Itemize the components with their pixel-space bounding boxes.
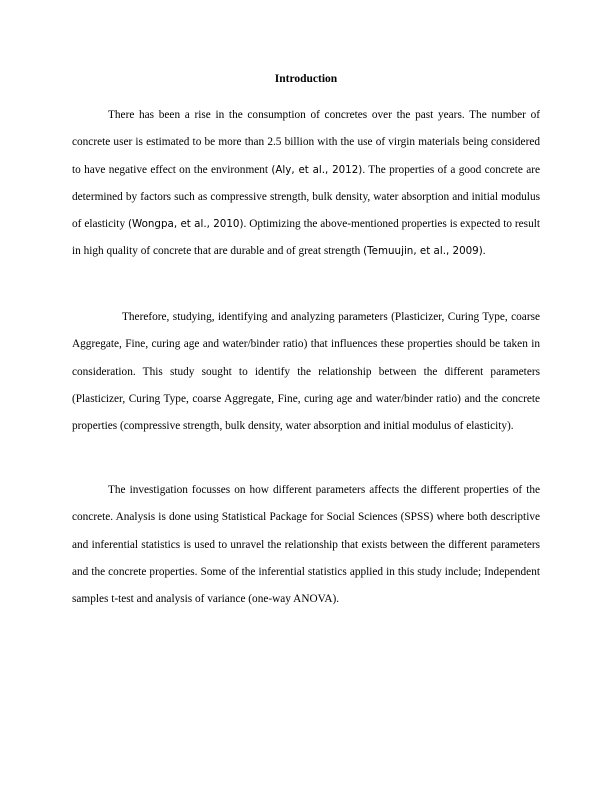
citation-temuujin: (Temuujin, et al., 2009) bbox=[363, 245, 483, 258]
paragraph-1-text-c: . Optimizing the above-mentioned properties is expected to result in high quality of concrete that are durable and of great strength bbox=[72, 218, 540, 258]
paragraph-1-text-b: . The properties of a good concrete are determined by factors such as compressive strength, bulk density, water absorption and initial modulus of elasticity bbox=[72, 163, 541, 231]
paragraph-1-text-d: . bbox=[482, 245, 486, 258]
page-title: Introduction bbox=[274, 73, 338, 85]
paragraph-1-text-a: There has been a rise in the consumption of concretes over the past years. The number of concrete user is estimated to be more than 2.5 billion with the use of virgin materials being considered to have negative effect on the environment bbox=[72, 109, 540, 176]
paragraph-3: The investigation focusses on how different parameters affects the different properties of the concrete. Analysis is done using Statistical Package for Social Sciences (SPSS) where both descriptive and inferential statistics is used to unravel the relationship that exists between the different parameters and the concrete properties. Some of the inferential statistics applied in this study include; Independent samples t-test and analysis of variance (one-way ANOVA). bbox=[72, 484, 540, 606]
paragraph-2: Therefore, studying, identifying and analyzing parameters (Plasticizer, Curing Type, coarse Aggregate, Fine, curing age and water/binder ratio) that influences these properties should be taken in consideration. This study sought to identify the relationship between the different parameters (Plasticizer, Curing Type, coarse Aggregate, Fine, curing age and water/binder ratio) and the concrete properties (compressive strength, bulk density, water absorption and initial modulus of elasticity). bbox=[72, 311, 540, 433]
citation-aly: (Aly, et al., 2012) bbox=[271, 163, 363, 176]
paragraph-1 bbox=[72, 102, 540, 266]
citation-wongpa: (Wongpa, et al., 2010) bbox=[128, 218, 244, 231]
